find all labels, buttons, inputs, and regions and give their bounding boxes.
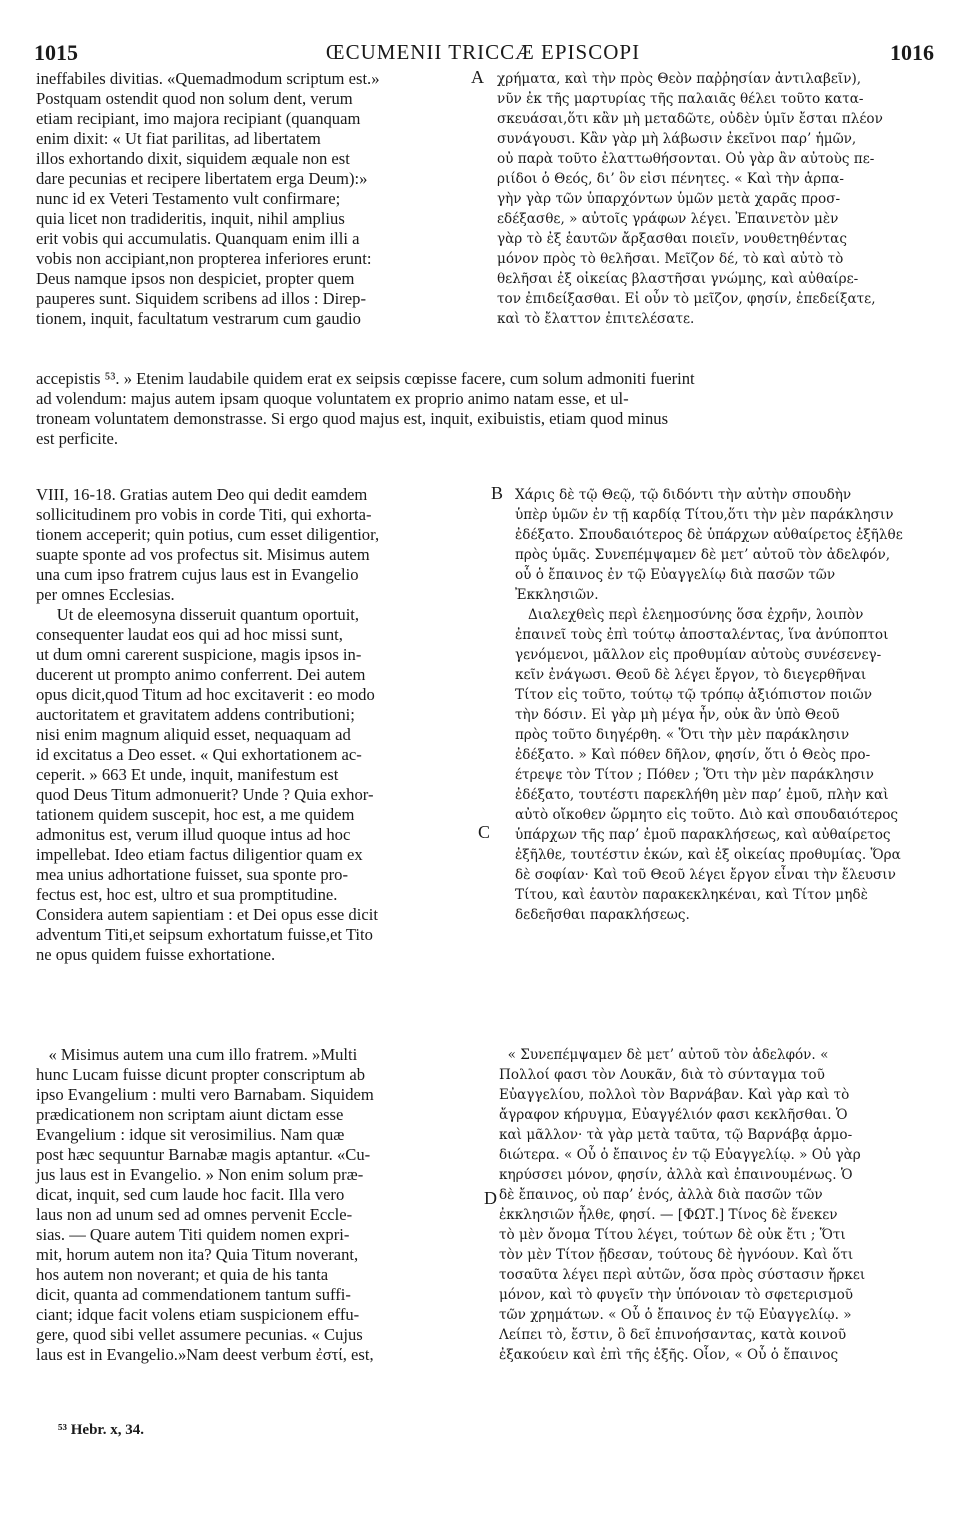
margin-letter-d: D <box>484 1188 497 1208</box>
greek-column-c: « Συνεπέμψαμεν δὲ μετ’ αὐτοῦ τὸν ἀδελφόν. « Πολλοί φασι τὸν Λουκᾶν, διὰ τὸ σύνταγμα τοῦ Εὐαγγελίου, πολλοὶ τὸν Βαρνάβαν. Καὶ γὰρ καὶ τὸ ἄγραφον κήρυγμα, Εὐαγγέλιόν φασι κεκλῆσθαι. Ὁ καὶ μᾶλλον· τὰ γὰρ μετὰ ταῦτα, τῷ Βαρνάβᾳ ἁρμο- διώτερα. « Οὗ ὁ ἔπαινος ἐν τῷ Εὐαγγελίῳ. » Οὐ γὰρ κηρύσσει μόνον, φησίν, ἀλλὰ καὶ ἐπαινουμένως. Ὁ δὲ ἔπαινος, οὐ παρ’ ἑνός, ἀλλὰ διὰ πασῶν τῶν ἐκκλησιῶν ἦλθε, φησί. — [ΦΩΤ.] Τίνος δὲ ἕνεκεν τὸ μὲν ὄνομα Τίτου λέγει, τούτων δὲ οὐκ ἔτι ; Ὅτι τὸν μὲν Τίτον ᾔδεσαν, τούτους δὲ ἠγνόουν. Καὶ ὅτι τοσαῦτα λέγει περὶ αὐτῶν, ὅσα πρὸς σύστασιν ἤρκει μόνον, καὶ τὸ φυγεῖν τὴν ὑπόνοιαν τὸ σφετερισμοῦ τῶν χρημάτων. « Οὗ ὁ ἔπαινος ἐν τῷ Εὐαγγελίῳ. » Λείπει τὸ, ἔστιν, ὃ δεῖ ἐπινοήσαντας, κατὰ κοινοῦ ἐξακούειν καὶ ἐπὶ τῆς ἑξῆς. Οἷον, « Οὗ ὁ ἔπαινος <box>499 1047 866 1363</box>
greek-column-b: Χάρις δὲ τῷ Θεῷ, τῷ διδόντι τὴν αὐτὴν σπουδὴν ὑπὲρ ὑμῶν ἐν τῇ καρδίᾳ Τίτου,ὅτι τὴν μὲν παράκλησιν ἐδέξατο. Σπουδαιότερος δὲ ὑπάρχων αὐθαίρετος ἐξῆλθε πρὸς ὑμᾶς. Συνεπέμψαμεν δὲ μετ’ αὐτοῦ τὸν ἀδελφόν, οὗ ὁ ἔπαινος ἐν τῷ Εὐαγγελίῳ διὰ πασῶν τῶν Ἐκκλησιῶν. Διαλεχθεὶς περὶ ἐλεημοσύνης ὅσα ἐχρῆν, λοιπὸν ἐπαινεῖ τοὺς ἐπὶ τούτῳ ἀποσταλέντας, ἵνα ἀνύποπτοι γενόμενοι, μᾶλλον εἰς προθυμίαν αὐτοὺς συνέσενεγ- κεῖν ἐνάγωσι. Θεοῦ δὲ λέγει ἔργον, τὸ διεγερθῆναι Τίτον εἰς τοῦτο, τούτῳ τῷ τρόπῳ ἀξιόπιστον ποιῶν τὴν δόσιν. Εἰ γὰρ μὴ μέγα ἦν, οὐκ ἂν ὑπὸ Θεοῦ πρὸς τοῦτο διηγέρθη. « Ὅτι τὴν μὲν παράκλησιν ἐδέξατο. » Καὶ πόθεν δῆλον, φησίν, ὅτι ὁ Θεὸς προ- έτρεψε τὸν Τίτον ; Πόθεν ; Ὅτι τὴν μὲν παράκλησιν ἐδέξατο, τουτέστι παρεκλήθη μὲν παρ’ ἐμοῦ, πλὴν καὶ αὐτὸ οἴκοθεν ὥρμητο εἰς τοῦτο. Διὸ καὶ σπουδαιότερος ὑπάρχων τῆς παρ’ ἐμοῦ παρακλήσεως, καὶ αὐθαίρετος ἐξῆλθε, τουτέστιν ἑκών, καὶ ἐξ οἰκείας προθυμίας. Ὅρα δὲ σοφίαν· Καὶ τοῦ Θεοῦ λέγει ἔργον εἶναι τὴν ἔλευσιν Τίτου, καὶ ἑαυτὸν παρακεκληκέναι, καὶ Τίτον μηδὲ δεδεῆσθαι παρακλήσεως. <box>515 487 903 923</box>
running-title: ŒCUMENII TRICCÆ EPISCOPI <box>325 40 641 64</box>
margin-letter-c: C <box>478 822 491 842</box>
full-width-paragraph: accepistis ⁵³. » Etenim laudabile quidem erat ex seipsis cœpisse facere, cum solum admoniti fuerint ad volendum: majus autem ipsam quoque voluntatem ex proprio animo natam esse, et ul- troneam voluntatem demonstrasse. Si ergo quod majus est, inquit, exibuistis, etiam quod minus est perficite. <box>36 369 695 448</box>
margin-letter-a: A <box>471 67 484 87</box>
latin-column-a: ineffabiles divitias. «Quemadmodum scriptum est.» Postquam ostendit quod non solum dent, verum etiam recipiant, imo majora recipiant (quanquam enim dixit: « Ut fiat parilitas, ad libertatem illos exhortando dixit, siquidem æquale non est dare pecunias et recipere libertatem erga Deum):» nunc id ex Veteri Testamento vult confirmare; quia licet non tradideritis, inquit, nihil amplius erit vobis qui accumulatis. Quanquam enim illi a vobis non accipiant,non propterea inferiores erunt: Deus namque ipsos non despiciet, propter quem pauperes sunt. Siquidem scribens ad illos : Direp- tionem, inquit, facultatum vestrarum cum gaudio <box>36 69 380 328</box>
page-number-right: 1016 <box>890 40 934 65</box>
greek-column-a: χρήματα, καὶ τὴν πρὸς Θεὸν παῤῥησίαν ἀντιλαβεῖν), νῦν ἐκ τῆς μαρτυρίας τῆς παλαιᾶς θέλει τοῦτο κατα- σκευάσαι,ὅτι κἂν μὴ μεταδῶτε, οὐδὲν ὑμῖν ἔσται πλέον συνάγουσι. Κἂν γὰρ μὴ λάβωσιν ἐκεῖνοι παρ’ ἡμῶν, οὐ παρὰ τοῦτο ἐλαττωθήσονται. Οὐ γὰρ ἂν αὐτοὺς πε- ριίδοι ὁ Θεός, δι’ ὃν εἰσι πένητες. « Καὶ τὴν ἁρπα- γὴν γὰρ τῶν ὑπαρχόντων ὑμῶν μετὰ χαρᾶς προσ- εδέξασθε, » αὐτοῖς γράφων λέγει. Ἐπαινετὸν μὲν γὰρ τὸ ἐξ ἑαυτῶν ἄρξασθαι ποιεῖν, νουθετηθέντας μόνον πρὸς τὸ θελῆσαι. Μεῖζον δέ, τὸ καὶ αὐτὸ τὸ θελῆσαι ἐξ οἰκείας βλαστῆσαι γνώμης, καὶ αὐθαίρε- τον ἐπιδείξασθαι. Εἰ οὖν τὸ μεῖζον, φησίν, ἐπεδείξατε, καὶ τὸ ἔλαττον ἐπιτελέσατε. <box>497 71 883 327</box>
margin-letter-b: B <box>491 483 504 503</box>
page-number-left: 1015 <box>34 40 78 65</box>
footnote: ⁵³ Hebr. x, 34. <box>58 1422 144 1438</box>
latin-column-b: VIII, 16-18. Gratias autem Deo qui dedit eamdem sollicitudinem pro vobis in corde Titi, qui exhorta- tionem acceperit; quin potius, cum esset diligentior, suapte sponte ad vos profectus sit. Misimus autem una cum ipso fratrem cujus laus est in Evangelio per omnes Ecclesias. Ut de eleemosyna disseruit quantum oportuit, consequenter laudat eos qui ad hoc missi sunt, ut dum omni carerent suspicione, magis ipsos in- ducerent ut prompto animo conferrent. Dei autem opus dicit,quod Titum ad hoc excitaverit : eo modo auctoritatem et gravitatem addens contributioni; nisi enim magnum aliquid esset, nequaquam ad id excitatus a Deo esset. « Qui exhortationem ac- ceperit. » 663 Et unde, inquit, manifestum est quod Deus Titum admonuerit? Unde ? Quia exhor- tationem quidem suscepit, hoc est, a me quidem admonitus est, verum illud quoque intus ad hoc impellebat. Ideo etiam factus diligentior quam ex mea unius adhortatione fuisset, sua sponte pro- fectus est, hoc est, ultro et sua promptitudine. Considera autem sapientiam : et Dei opus esse dicit adventum Titi,et seipsum exhortatum fuisse,et Tito ne opus quidem fuisse exhortatione. <box>36 485 380 964</box>
latin-column-c: « Misimus autem una cum illo fratrem. »Multi hunc Lucam fuisse dicunt propter conscriptum ab ipso Evangelium : multi vero Barnabam. Siquidem prædicationem non scriptam aiunt dictam esse Evangelium : idque sit verosimilius. Nam quæ post hæc sequuntur Barnabæ magis aptantur. «Cu- jus laus est in Evangelio. » Non enim solum præ- dicat, inquit, sed cum laude hoc facit. Illa vero laus non ad unum sed ad omnes pervenit Eccle- sias. — Quare autem Titi quidem nomen expri- mit, horum autem non ita? Quia Titum noverant, hos autem non noverant; et quia de his tanta dicit, quanta ad commendationem tantum suffi- ciant; idque facit volens etiam suspicionem effu- gere, quod sibi vellet assumere pecunias. « Cujus laus est in Evangelio.»Nam deest verbum ἐστί, est, <box>36 1045 374 1364</box>
